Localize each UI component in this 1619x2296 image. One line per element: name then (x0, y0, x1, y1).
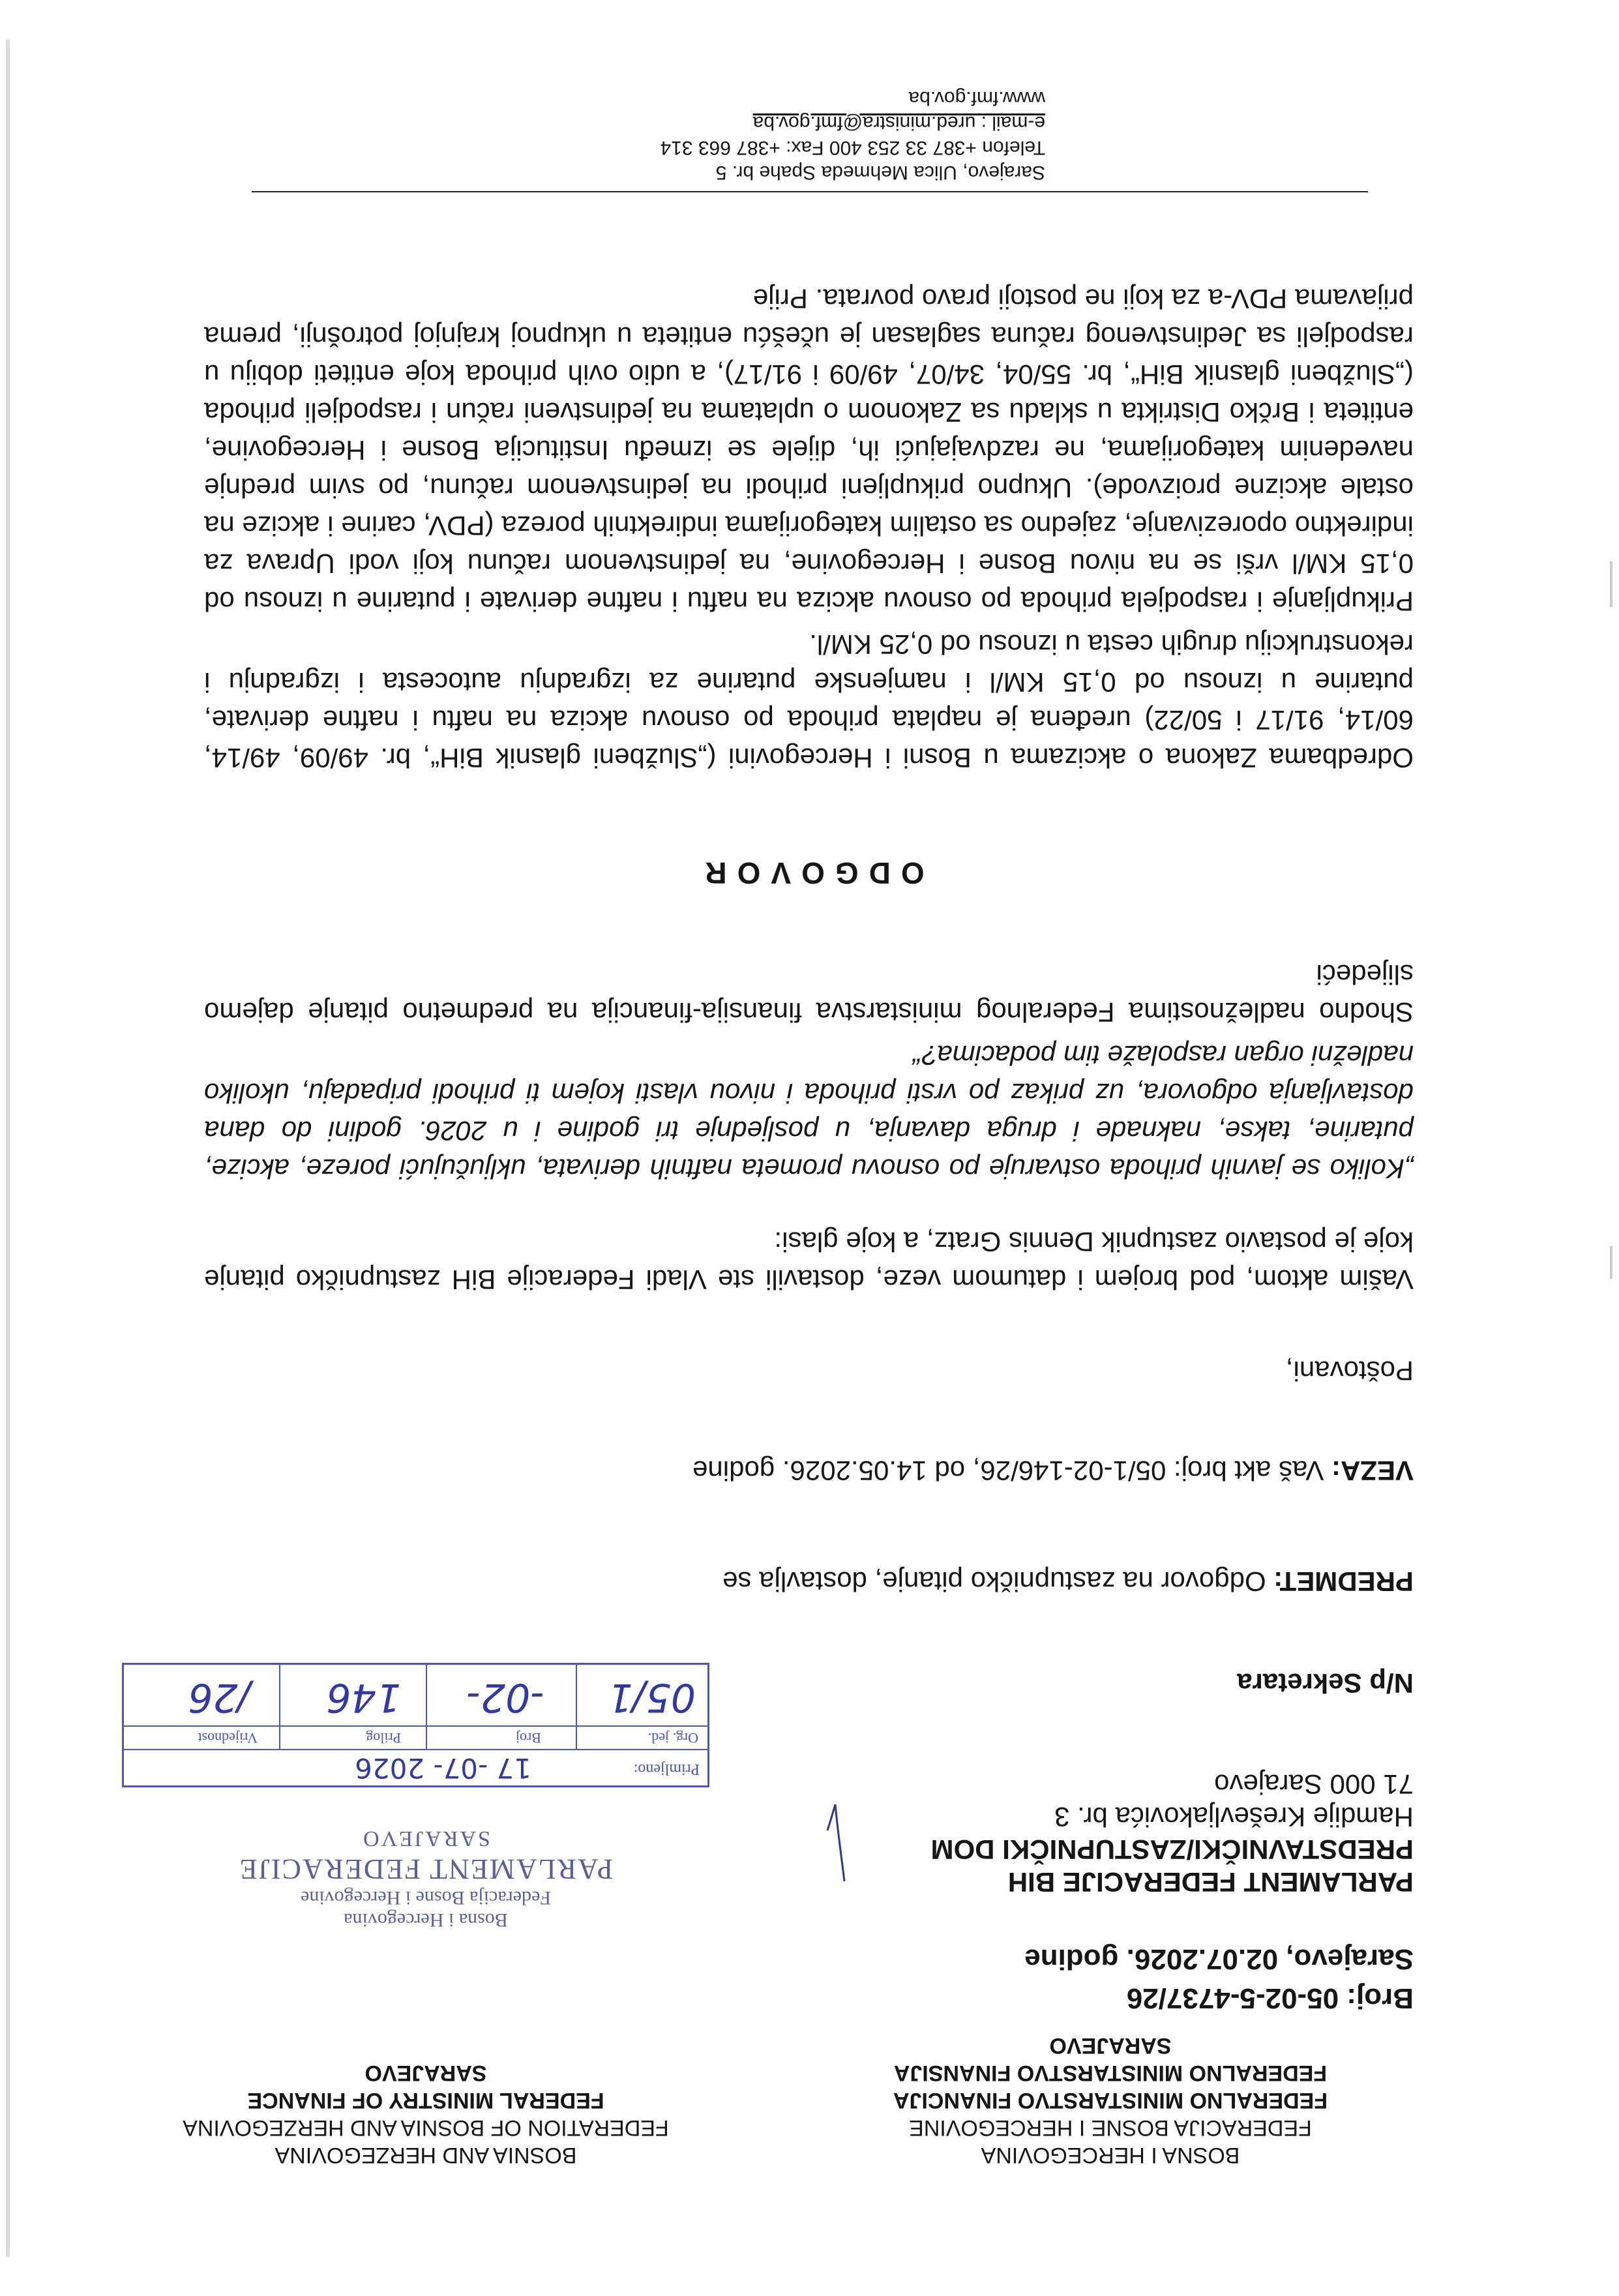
stamp-hw-number: -02- (466, 1675, 544, 1720)
stamp-divider (279, 1665, 280, 1750)
reference-date: Sarajevo, 02.07.2026. godine (1024, 1943, 1414, 1975)
footer-address: Sarajevo, Ulica Mehmeda Spahe br. 5 (715, 162, 1045, 183)
stamp-divider (576, 1665, 577, 1750)
scan-edge (6, 40, 10, 2257)
footer-email: e-mail : ured.ministra@fmf.gov.ba (752, 112, 1045, 134)
stamp-hw-value: /26 (188, 1675, 251, 1720)
subject-label: PREDMET: (1273, 1566, 1414, 1597)
answer-paragraph-2: Prikupljanje i raspodjela prihoda po osnovu akciza na naftu i naftne derivate i putarine u iznosu od 0,15 KM/l vrši se na nivou Bosne i Hercegovine, na jedinstvenom računu koji vodi Uprava za indirektno oporezivanje, zajedno sa ostalim kategorijama indirektnih poreza (PDV, carine i akcize na ostale akcizne proizvode). Ukupno prikupljeni prihodi na jedinstvenom računu, po svim prednje navedenim kategorijama, ne razdvajajući ih, dijele se između Institucija Bosne i Hercegovine, entiteta i Brčko Distrikta u skladu sa Zakonom o uplatama na jedinstveni račun i raspodjeli prihoda („Službeni glasnik BiH“, br. 55/04, 34/07, 49/09 i 91/17), a udio ovih prihoda koje entiteti dobiju u raspodjeli sa Jedinstvenog računa saglasan je učešću entiteta u ukupnoj krajnjoj potrošnji, prema prijavama PDV-a za koji ne postoji pravo povrata. Prije (204, 284, 1414, 617)
letterhead-country: BOSNA I HERCEGOVINA (981, 2143, 1240, 2168)
recipient-line-3: Hamdije Kreševljakovića br. 3 (1054, 1802, 1414, 1832)
stamp-hw-attachment: 146 (326, 1675, 401, 1720)
answer-heading: ODGOVOR (694, 856, 925, 890)
stamp-col-attachment: Prilog (366, 1730, 401, 1746)
letterhead-ministry-en: FEDERAL MINISTRY OF FINANCE (247, 2088, 604, 2113)
footer-contact (661, 85, 1046, 185)
stamp-col-org: Org. jed. (647, 1730, 698, 1746)
footer-divider (252, 191, 1368, 192)
recipient-attention (1237, 1667, 1414, 1699)
recipient-line-4: 71 000 Sarajevo (1214, 1769, 1414, 1800)
letterhead-local (765, 2032, 1456, 2169)
letterhead-city-en: SARAJEVO (364, 2061, 487, 2085)
question-quote: „Koliko se javnih prihoda ostvaruje po osnovu prometa naftnih derivata, uključujući poreze, akcize, putarine, takse, naknade i druga davanja, u posljednje tri godine i u 2026. godini do dana dostavljanja odgovora, uz prikaz po vrsti prihoda i nivou vlasti kojem ti prihodi pripadaju, ukoliko nadležni organ raspolaže tim podacima?“ (204, 1040, 1414, 1184)
stamp-line-3: PARLAMENT FEDERACIJE (238, 1853, 614, 1885)
stamp-received-row (124, 1749, 707, 1785)
answer-paragraph-1: Odredbama Zakona o akcizama u Bosni i Hercegovini („Službeni glasnik BiH“, br. 49/09, 49/14, 60/14, 91/17 i 50/22) uređena je naplata prihoda po osnovu akciza na naftu i naftne derivate, putarine u iznosu od 0,15 KM/l i namjenske putarine za izgradnju autocesta i izgradnju i rekonstrukciju drugih cesta u iznosu od 0,25 KM/l. (204, 629, 1414, 773)
scan-mark (1610, 561, 1612, 607)
intro-paragraph: Vašim aktom, pod brojem i datumom veze, dostavili ste Vladi Federacije BiH zastupničko pitanje koje je postavio zastupnik Dennis Gratz, a koje glasi: (204, 1227, 1414, 1295)
reference-line (692, 1455, 1414, 1486)
stamp-line-1: Bosna i Hercegovina (344, 1909, 508, 1931)
subject-line (722, 1566, 1414, 1597)
stamp-divider (426, 1665, 427, 1750)
attention-line: N/p Sekretara (1237, 1668, 1414, 1699)
reference-number: Broj: 05-02-5-4737/26 (1126, 1982, 1414, 2014)
letterhead-english (100, 2059, 752, 2169)
stamp-line-4: SARAJEVO (361, 1826, 490, 1851)
subject-text: Odgovor na zastupničko pitanje, dostavlja se (722, 1566, 1266, 1597)
footer-web: www.fmf.gov.ba (908, 87, 1045, 109)
recipient-address (931, 1768, 1414, 1898)
stamp-received-date: 17 -07- 2026 (355, 1752, 531, 1784)
reference-text: Vaš akt broj: 05/1-02-146/26, od 14.05.2026. godine (692, 1455, 1324, 1486)
handwritten-mark-icon (824, 1800, 850, 1885)
parliament-stamp (132, 1825, 719, 1931)
reference-label: VEZA: (1331, 1455, 1414, 1486)
letterhead-entity-en: FEDERATION OF BOSNIA AND HERZEGOVINA (183, 2115, 669, 2140)
recipient-line-2: PREDSTAVNIČKI/ZASTUPNIČKI DOM (930, 1834, 1414, 1865)
scan-mark (1610, 1246, 1612, 1279)
footer-phone: Telefon +387 33 253 400 Fax: +387 663 314 (660, 137, 1045, 158)
salutation: Poštovani, (1285, 1356, 1414, 1386)
stamp-received-label: Primljeno: (633, 1761, 700, 1778)
competence-paragraph: Shodno nadležnostima Federalnog ministarstva finansija-financija na predmetno pitanje dajemo slijedeći (204, 959, 1414, 1028)
stamp-col-value: Vrijednost (198, 1730, 258, 1746)
letterhead-entity: FEDERACIJA BOSNE I HERCEGOVINE (909, 2115, 1312, 2140)
letterhead-ministry-1: FEDERALNO MINISTARSTVO FINANCIJA (893, 2088, 1328, 2113)
stamp-col-number: Broj (515, 1730, 541, 1746)
recipient-line-1: PARLAMENT FEDERACIJE BIH (1007, 1867, 1414, 1898)
letterhead-city: SARAJEVO (1049, 2033, 1172, 2058)
stamp-columns-row (124, 1725, 707, 1750)
stamp-line-2: Federacija Bosne i Hercegovine (301, 1887, 552, 1909)
stamp-hw-org: 05/1 (608, 1675, 696, 1720)
received-stamp-box (122, 1663, 709, 1787)
letterhead-country-en: BOSNIA AND HERZEGOVINA (275, 2143, 577, 2168)
letterhead-ministry-2: FEDERALNO MINISTARSTVO FINANSIJA (893, 2061, 1328, 2085)
